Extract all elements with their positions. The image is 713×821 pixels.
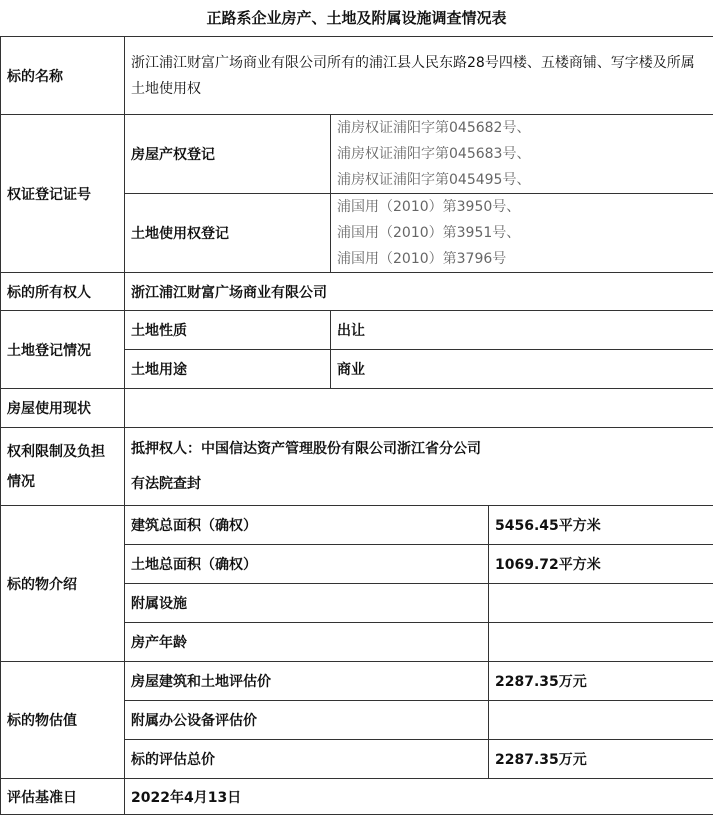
land-usage-value: 商业 bbox=[331, 350, 713, 389]
land-cert-values bbox=[331, 194, 713, 273]
land-usage-label: 土地用途 bbox=[125, 350, 331, 389]
intro-item-label: 建筑总面积（确权） bbox=[125, 506, 489, 545]
row-label-owner: 标的所有权人 bbox=[1, 273, 125, 311]
table-row bbox=[1, 428, 713, 506]
row-label-name: 标的名称 bbox=[1, 37, 125, 115]
restrict-value bbox=[125, 428, 713, 506]
valuation-item-value bbox=[489, 701, 713, 740]
table-row bbox=[1, 506, 713, 545]
table-row bbox=[1, 389, 713, 428]
survey-table bbox=[0, 36, 713, 815]
valuation-item-value: 2287.35万元 bbox=[489, 740, 713, 779]
table-row bbox=[1, 662, 713, 701]
land-cert-line: 浦国用（2010）第3950号、 bbox=[337, 199, 521, 215]
house-cert-line: 浦房权证浦阳字第045683号、 bbox=[337, 146, 531, 162]
intro-item-value bbox=[489, 584, 713, 623]
valuation-item-label: 附属办公设备评估价 bbox=[125, 701, 489, 740]
house-cert-label: 房屋产权登记 bbox=[125, 115, 331, 194]
table-row bbox=[1, 311, 713, 350]
table-row bbox=[1, 115, 713, 194]
row-label-valuation: 标的物估值 bbox=[1, 662, 125, 779]
house-cert-line: 浦房权证浦阳字第045495号、 bbox=[337, 172, 531, 188]
row-label-cert: 权证登记证号 bbox=[1, 115, 125, 273]
page-title: 正路系企业房产、土地及附属设施调查情况表 bbox=[206, 9, 507, 27]
valuation-item-value: 2287.35万元 bbox=[489, 662, 713, 701]
mortgage-text: 抵押权人：中国信达资产管理股份有限公司浙江省分公司 bbox=[131, 440, 481, 457]
table-row bbox=[1, 37, 713, 115]
intro-item-value: 5456.45平方米 bbox=[489, 506, 713, 545]
land-cert-line: 浦国用（2010）第3951号、 bbox=[337, 225, 521, 241]
row-label-date: 评估基准日 bbox=[1, 779, 125, 815]
seizure-text: 有法院查封 bbox=[131, 475, 201, 492]
row-label-status: 房屋使用现状 bbox=[1, 389, 125, 428]
intro-item-label: 房产年龄 bbox=[125, 623, 489, 662]
house-cert-line: 浦房权证浦阳字第045682号、 bbox=[337, 120, 531, 136]
valuation-item-label: 房屋建筑和土地评估价 bbox=[125, 662, 489, 701]
land-cert-label: 土地使用权登记 bbox=[125, 194, 331, 273]
intro-item-label: 土地总面积（确权） bbox=[125, 545, 489, 584]
table-row bbox=[1, 273, 713, 311]
land-nature-label: 土地性质 bbox=[125, 311, 331, 350]
land-cert-line: 浦国用（2010）第3796号 bbox=[337, 251, 507, 267]
row-label-intro: 标的物介绍 bbox=[1, 506, 125, 662]
table-row bbox=[1, 779, 713, 815]
house-cert-values bbox=[331, 115, 713, 194]
row-label-land-reg: 土地登记情况 bbox=[1, 311, 125, 389]
intro-item-value: 1069.72平方米 bbox=[489, 545, 713, 584]
intro-item-label: 附属设施 bbox=[125, 584, 489, 623]
status-value bbox=[125, 389, 713, 428]
date-value: 2022年4月13日 bbox=[125, 779, 713, 815]
subject-name-value: 浙江浦江财富广场商业有限公司所有的浦江县人民东路28号四楼、五楼商铺、写字楼及所属土地使用权 bbox=[125, 37, 713, 115]
intro-item-value bbox=[489, 623, 713, 662]
row-label-restrict: 权利限制及负担情况 bbox=[1, 428, 125, 506]
valuation-item-label: 标的评估总价 bbox=[125, 740, 489, 779]
owner-value: 浙江浦江财富广场商业有限公司 bbox=[125, 273, 713, 311]
land-nature-value: 出让 bbox=[331, 311, 713, 350]
